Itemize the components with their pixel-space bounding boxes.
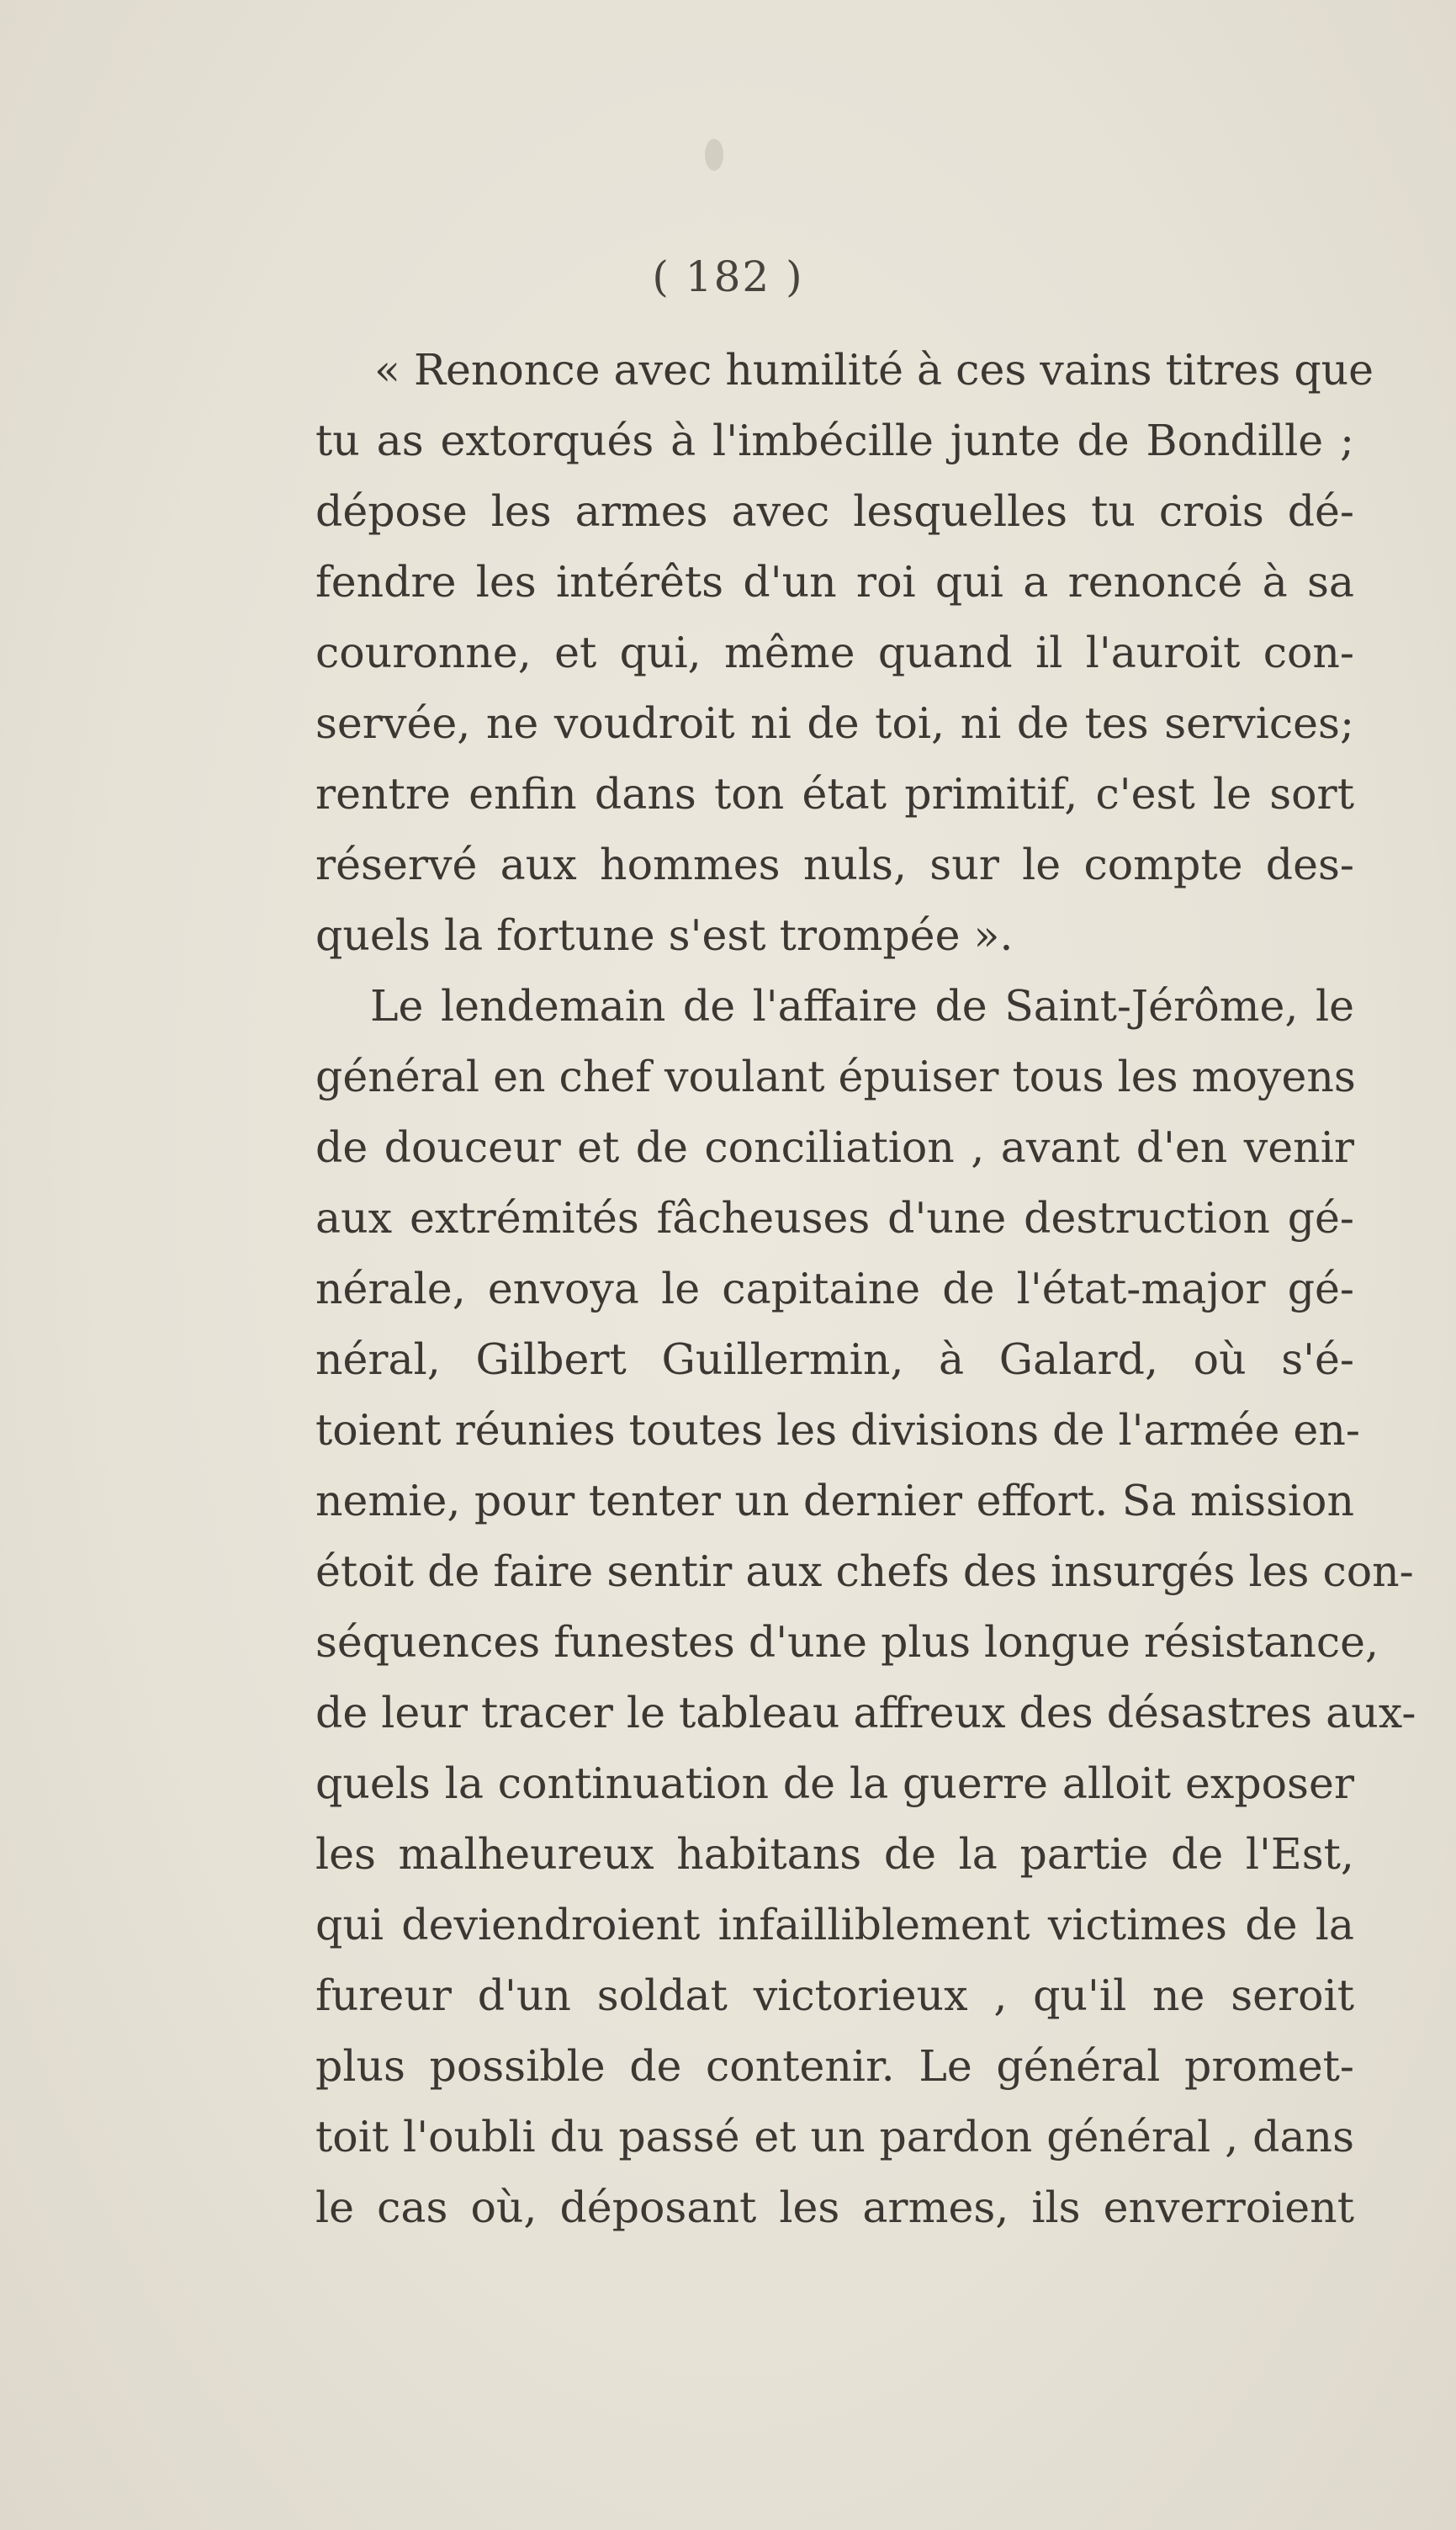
text-line: servée, ne voudroit ni de toi, ni de tes services; (315, 698, 1354, 748)
text-line: couronne, et qui, même quand il l'auroit con- (315, 628, 1354, 677)
page-number: ( 182 ) (652, 252, 804, 301)
text-line: plus possible de contenir. Le général promet- (315, 2041, 1354, 2091)
text-line: Le lendemain de l'affaire de Saint-Jérôme, le (370, 981, 1354, 1031)
text-line: séquences funestes d'une plus longue résistance, (315, 1617, 1379, 1667)
text-line: fendre les intérêts d'un roi qui a renoncé à sa (315, 557, 1354, 607)
text-line: réservé aux hommes nuls, sur le compte des- (315, 840, 1354, 889)
text-line: quels la continuation de la guerre alloit exposer (315, 1758, 1354, 1808)
text-line: le cas où, déposant les armes, ils enverroient (315, 2183, 1354, 2232)
text-line: « Renonce avec humilité à ces vains titres que (374, 345, 1374, 395)
text-line: de leur tracer le tableau affreux des désastres aux- (315, 1688, 1416, 1737)
text-line: général en chef voulant épuiser tous les moyens (315, 1052, 1356, 1101)
text-line: néral, Gilbert Guillermin, à Galard, où s'é- (315, 1334, 1354, 1384)
text-line: de douceur et de conciliation , avant d'en venir (315, 1122, 1354, 1172)
text-line: qui deviendroient infailliblement victimes de la (315, 1900, 1354, 1949)
ink-stain (705, 139, 723, 171)
body-text (315, 335, 1416, 2243)
text-line: toient réunies toutes les divisions de l'armée en- (315, 1405, 1360, 1455)
text-line: toit l'oubli du passé et un pardon général , dans (315, 2112, 1354, 2161)
text-line: nérale, envoya le capitaine de l'état-major gé- (315, 1264, 1354, 1313)
text-line: aux extrémités fâcheuses d'une destruction gé- (315, 1193, 1354, 1243)
text-line: quels la fortune s'est trompée ». (315, 910, 1014, 960)
text-line: les malheureux habitans de la partie de l'Est, (315, 1829, 1354, 1879)
text-line: dépose les armes avec lesquelles tu crois dé- (315, 486, 1354, 536)
text-line: nemie, pour tenter un dernier effort. Sa mission (315, 1476, 1354, 1525)
text-line: étoit de faire sentir aux chefs des insurgés les con- (315, 1546, 1414, 1596)
text-line: rentre enfin dans ton état primitif, c'est le sort (315, 769, 1354, 819)
text-line: fureur d'un soldat victorieux , qu'il ne seroit (315, 1970, 1354, 2020)
text-line: tu as extorqués à l'imbécille junte de Bondille ; (315, 416, 1354, 465)
